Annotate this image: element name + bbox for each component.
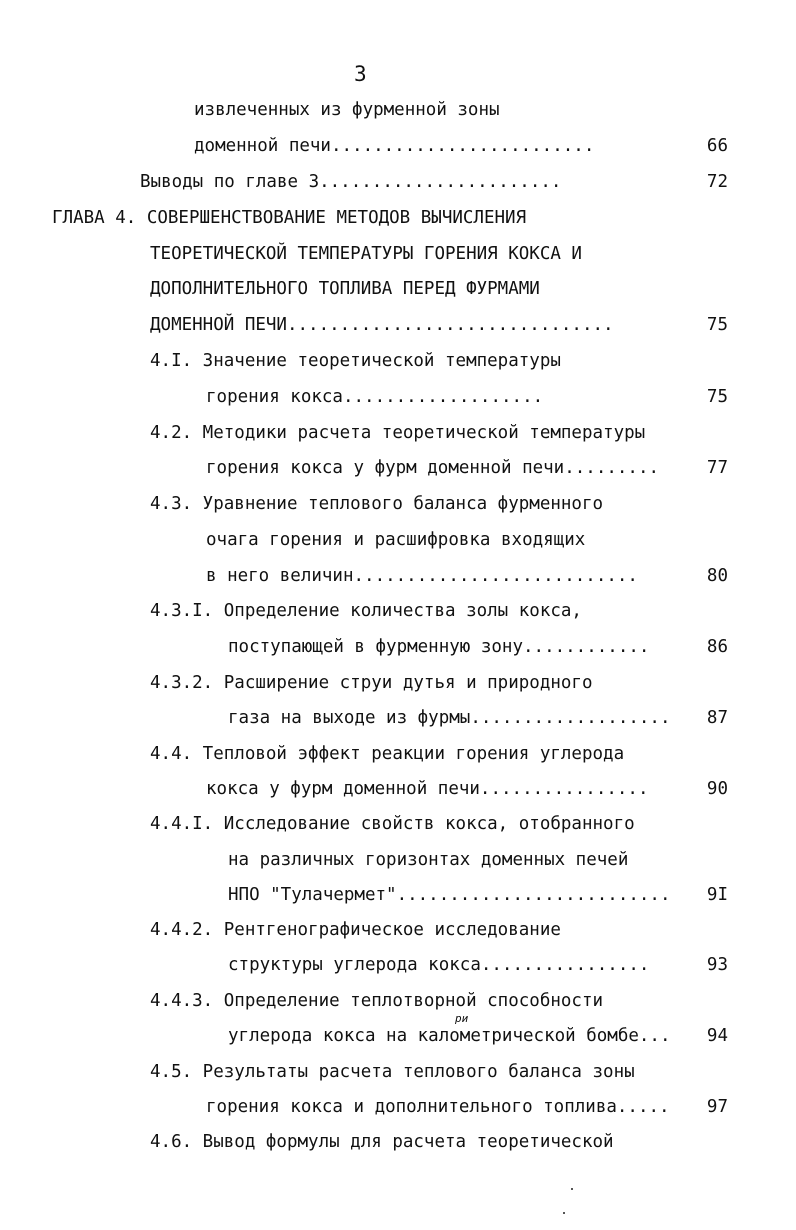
toc-page: 97	[706, 1097, 728, 1117]
toc-page: 9I	[706, 885, 728, 905]
toc-line: очага горения и расшифровка входящих	[206, 530, 586, 550]
toc-line: НПО "Тулачермет"..........................	[228, 885, 671, 905]
toc-page: 72	[706, 172, 728, 192]
toc-line: доменной печи.........................	[194, 136, 595, 156]
toc-line: 4.6. Вывод формулы для расчета теоретической	[150, 1132, 614, 1152]
chapter-heading: ТЕОРЕТИЧЕСКОЙ ТЕМПЕРАТУРЫ ГОРЕНИЯ КОКСА И	[150, 244, 582, 264]
chapter-heading: ДОМЕННОЙ ПЕЧИ...............................	[150, 315, 614, 335]
toc-line: горения кокса у фурм доменной печи.........	[206, 458, 660, 478]
toc-page: 94	[706, 1026, 728, 1046]
toc-line: 4.3.2. Расширение струи дутья и природного	[150, 673, 593, 693]
toc-page: 80	[706, 566, 728, 586]
scan-speck	[571, 1188, 573, 1190]
toc-line: горения кокса...................	[206, 387, 544, 407]
handwritten-correction: ри	[455, 1012, 469, 1025]
toc-line: 4.2. Методики расчета теоретической температуры	[150, 423, 646, 443]
toc-line: газа на выходе из фурмы...................	[228, 708, 671, 728]
chapter-heading: ДОПОЛНИТЕЛЬНОГО ТОПЛИВА ПЕРЕД ФУРМАМИ	[150, 279, 540, 299]
toc-page: 75	[706, 315, 728, 335]
toc-line: кокса у фурм доменной печи................	[206, 779, 649, 799]
toc-page: 93	[706, 955, 728, 975]
toc-line: Выводы по главе 3.......................	[140, 172, 562, 192]
toc-line: в него величин...........................	[206, 566, 638, 586]
toc-line: 4.I. Значение теоретической температуры	[150, 351, 561, 371]
toc-line: 4.4.I. Исследование свойств кокса, отобранного	[150, 814, 635, 834]
page-number: 3	[354, 62, 367, 86]
toc-page: 90	[706, 779, 728, 799]
toc-line: 4.5. Результаты расчета теплового баланса зоны	[150, 1062, 635, 1082]
toc-line: поступающей в фурменную зону............	[228, 637, 650, 657]
toc-line: 4.4.2. Рентгенографическое исследование	[150, 920, 561, 940]
toc-page: 66	[706, 136, 728, 156]
toc-page: 77	[706, 458, 728, 478]
chapter-heading: ГЛАВА 4. СОВЕРШЕНСТВОВАНИЕ МЕТОДОВ ВЫЧИСЛЕНИЯ	[52, 208, 527, 228]
toc-line: структуры углерода кокса................	[228, 955, 650, 975]
toc-line: на различных горизонтах доменных печей	[228, 850, 629, 870]
toc-page: 86	[706, 637, 728, 657]
toc-line: 4.3.I. Определение количества золы кокса,	[150, 601, 582, 621]
toc-line: 4.3. Уравнение теплового баланса фурменного	[150, 494, 604, 514]
scan-speck	[563, 1212, 565, 1214]
toc-line: горения кокса и дополнительного топлива.....	[206, 1097, 670, 1117]
toc-line: 4.4. Тепловой эффект реакции горения углерода	[150, 744, 625, 764]
toc-line: 4.4.3. Определение теплотворной способности	[150, 991, 604, 1011]
toc-page: 75	[706, 387, 728, 407]
toc-line: извлеченных из фурменной зоны	[194, 100, 500, 120]
toc-line: углерода кокса на калометрической бомбе...	[228, 1026, 671, 1046]
toc-page: 87	[706, 708, 728, 728]
